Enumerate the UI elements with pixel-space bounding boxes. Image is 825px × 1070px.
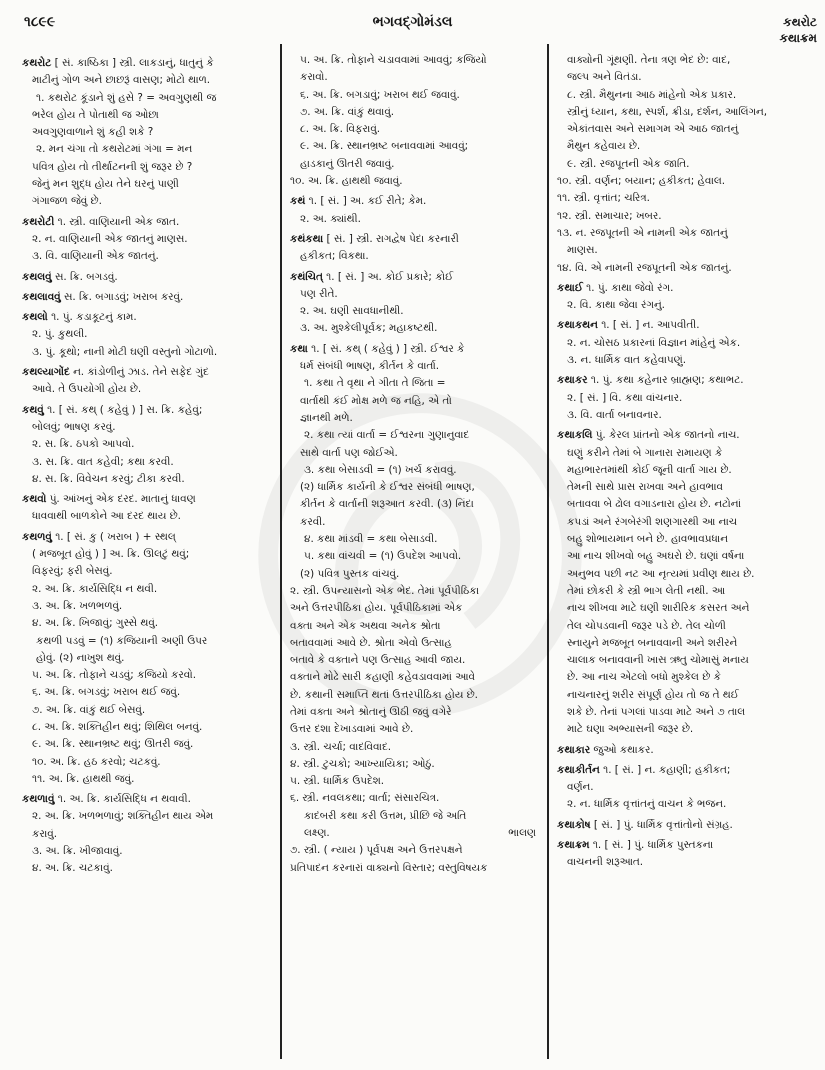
headword: કથાકોષ <box>557 818 591 831</box>
definition-line: ગંગાજળ જેવું છે. <box>32 195 102 208</box>
definition-line: ૫. સ્ત્રી. ધાર્મિક ઉપદેશ. <box>290 775 385 788</box>
definition-line: ૧૪. વિ. એ નામની રજપૂતની એક જાતનું. <box>557 261 732 274</box>
definition-line: વર્ણન. <box>567 781 594 794</box>
definition-line: બતાવવામાં આવે છે. શ્રોતા એવો ઉત્સાહ <box>290 636 452 649</box>
definition-line: અને ઉત્તરપીઠિકા હોય. પૂર્વપીઠિકામાં એક <box>290 602 463 615</box>
sense-line: ૯. સ્ત્રી. રજપૂતની એક જાતિ. <box>567 157 690 170</box>
definition-line: ૨. કથા ત્યાં વાર્તા = ઈશ્વરના ગુણાનુવાદ <box>304 429 470 442</box>
dictionary-entry-headline <box>22 309 268 326</box>
definition-line: સ્નાયુને મજબૂત બનાવવાની અને શરીરને <box>567 636 738 649</box>
headword: કથળવું <box>22 530 52 543</box>
definition-line: ધાવવાથી બાળકોને આ દરદ થાય છે. <box>32 510 181 523</box>
sense-line: ૨. ન. ચોસઠ પ્રકારનાં વિજ્ઞાન માંહેનું એક. <box>567 336 741 349</box>
headword: કથલો <box>22 311 48 324</box>
headword: કથાઈ <box>557 281 583 294</box>
sense-line: ૮. અ. ક્રિ. વિફરાવું. <box>300 123 381 136</box>
headword: કથલાવવું <box>22 290 61 303</box>
book-title: ભગવદ્ગોમંડલ <box>372 14 453 30</box>
definition-line: સ્ત્રીનું ધ્યાન, કથા, સ્પર્શ, ક્રીડા, દર્શન, આલિંગન, <box>567 105 768 118</box>
headword: કથંચિત્ <box>290 270 323 283</box>
dictionary-entry-headline <box>22 214 268 231</box>
definition-line: માટે ઘણા અભ્યાસની જરૂર છે. <box>567 723 694 736</box>
definition-line: ઉત્તર દશા દેખાડવામાં આવે છે. <box>290 723 414 736</box>
definition-line: ધર્મ સંબંધી ભાષણ, કીર્તન કે વાર્તા. <box>300 360 440 373</box>
sense-line: ૩. અ. મુશ્કેલીપૂર્વક; મહાકષ્ટથી. <box>300 322 438 335</box>
definition-line: ભરેલ હોય તે પોતાથી જ ઓછા <box>32 108 159 121</box>
definition-line: કથળી પડવું = (૧) કજિયાની અણી ઉપર <box>36 634 208 647</box>
definition-line: તેમની સાથે પ્રાસ રાખવા અને હાવભાવ <box>567 481 724 494</box>
definition-text: ૧. [ સં. ] અ. કઈ રીતે; કેમ. <box>305 195 427 208</box>
definition-text: ૧. [ સં. ] પું. ધાર્મિક પુસ્તકના <box>589 839 714 852</box>
definition-line: ( મજબૂત હોવું ) ] અ. ક્રિ. ઊલટું થવું; <box>32 548 190 561</box>
definition-line: (૨) ધાર્મિક કાર્યની કે ઈશ્વર સંબંધી ભાષણ, <box>300 481 475 494</box>
definition-line: છે. કથાની સમાપ્તિ થતાં ઉત્તરપીઠિકા હોય છે. <box>290 688 478 701</box>
definition-line: વક્તા અને એક અથવા અનેક શ્રોતા <box>290 619 441 632</box>
definition-line: ૪. કથા માંડવી = કથા બેસાડવી. <box>304 533 438 546</box>
definition-line: ૫. કથા વાંચવી = (૧) ઉપદેશ આપવો. <box>304 550 462 563</box>
page-header <box>0 6 825 52</box>
definition-line: ૨. સ્ત્રી. ઉપન્યાસનો એક ભેદ. તેમાં પૂર્વપીઠિકા <box>290 584 480 597</box>
definition-text: પું. આંખનું એક દરદ. માતાનું ધાવણ <box>46 493 196 506</box>
definition-line: ૩. કથા બેસાડવી = (૧) ખર્ચ કરાવવું. <box>304 463 457 476</box>
definition-line: ઘણું કરીને તેમાં બે ગાનારા રામાયણ કે <box>567 446 723 459</box>
sense-line: કરાવું. <box>32 827 58 840</box>
quotation-line <box>290 825 536 842</box>
sense-line: ૨. [ સં. ] વિ. કથા વાંચનાર. <box>567 391 683 404</box>
definition-line: મૈથુન કહેવાય છે. <box>567 140 641 153</box>
headword: કથા <box>290 342 308 355</box>
definition-line: કપડાં અને રંગબેરંગી શણગારથી આ નાચ <box>567 515 738 528</box>
definition-line: ૭. સ્ત્રી. ( ન્યાય ) પૂર્વપક્ષ અને ઉત્તરપક્ષને <box>290 844 463 857</box>
sense-line: ૯. અ. ક્રિ. સ્થાનભ્રષ્ટ બનાવવામાં આવવું; <box>300 140 469 153</box>
definition-line: ૩. સ્ત્રી. ચર્ચા; વાદવિવાદ. <box>290 740 392 753</box>
definition-line: તેમાં છોકરી કે સ્ત્રી ભાગ લેતી નથી. આ <box>567 584 726 597</box>
sense-line: ૪. સ. ક્રિ. વિવેચન કરવું; ટીકા કરવી. <box>32 472 185 485</box>
definition-line: પવિત્ર હોય તો તીર્થાટનની શું જરૂર છે ? <box>32 160 193 173</box>
dictionary-entry-headline <box>22 529 268 546</box>
sense-line: કરાવો. <box>300 71 328 84</box>
sense-line: ૧૧. અ. ક્રિ. હાથથી જવું. <box>32 772 135 785</box>
column-divider <box>280 44 282 1059</box>
definition-line: પણ રીતે. <box>300 287 338 300</box>
sense-line: ૩. સ. ક્રિ. વાત કહેવી; કથા કરવી. <box>32 455 174 468</box>
definition-line: કરવી. <box>300 515 326 528</box>
headword: કથં <box>290 195 306 208</box>
definition-text: ૧. [ સં. કથ્ ( કહેવું ) ] સ્ત્રી. ઈશ્વર કે <box>307 342 465 355</box>
definition-line: અનુભવ પછી નટ આ નૃત્યમાં પ્રવીણ થાય છે. <box>567 567 755 580</box>
quotation-text: લક્ષ્ણ. <box>304 827 330 840</box>
quotation-attribution: ભાલણ <box>508 827 536 840</box>
sense-line: ૨. સ. ક્રિ. ઠપકો આપવો. <box>32 438 135 451</box>
sense-line: ૬. અ. ક્રિ. બગડવું; ખરાબ થઈ જવું. <box>32 686 181 699</box>
dictionary-entry-headline <box>557 317 817 334</box>
definition-text: ૧. [ સં. ] અ. કોઈ પ્રકારે; કોઈ <box>322 270 454 283</box>
sense-line: ૩. વિ. વાણિયાની એક જાતનું. <box>32 250 159 263</box>
definition-text: સ. ક્રિ. બગાડવું; ખરાબ કરવું. <box>60 290 184 303</box>
sense-line: ૨. વિ. કાથા જેવા રંગનું. <box>567 299 665 312</box>
headword: કથાકાર <box>557 743 591 756</box>
definition-text: ૧. પું. કડાકૂટનું કામ. <box>47 311 137 324</box>
column-divider <box>547 44 549 1059</box>
dictionary-entry-headline <box>22 364 268 381</box>
headword: કથાકીર્તન <box>557 763 600 776</box>
sense-line: ૨. ન. ધાર્મિક વૃત્તાંતનું વાચન કે ભજન. <box>567 798 727 811</box>
headword: કથવું <box>22 403 44 416</box>
dictionary-entry-headline <box>557 817 817 834</box>
definition-line: ૧૦. સ્ત્રી. વર્ણન; બયાન; હકીકત; હેવાલ. <box>557 175 726 188</box>
definition-line: વાક્યોની ગૂંથણી. તેના ત્રણ ભેદ છે: વાદ, <box>567 54 731 66</box>
headword: કથાકલિ <box>557 429 593 442</box>
sense-line: ૩. અ. ક્રિ. ખળભળવું. <box>32 599 123 612</box>
definition-line: ૧૨. સ્ત્રી. સમાચાર; ખબર. <box>557 209 662 222</box>
guide-word-last: કથાક્રમ <box>779 31 817 45</box>
sense-line: ૭. અ. ક્રિ. વાંકું થવાવું. <box>300 105 395 118</box>
dictionary-entry-headline <box>557 742 817 759</box>
headword: કથવો <box>22 493 47 506</box>
headword: કથાકથન <box>557 319 598 332</box>
definition-line: વાચનની શરૂઆત. <box>567 856 644 869</box>
dictionary-entry-headline <box>290 231 536 248</box>
dictionary-entry-headline <box>22 791 268 808</box>
sense-line: ૬. અ. ક્રિ. બગડાવું; ખરાબ થઈ જવાવું. <box>300 88 460 101</box>
definition-line: વાર્તાથી કંઈ મોક્ષ મળે જ નહિ, એ તો <box>300 394 452 407</box>
definition-line: સાથે વાર્તા પણ જોઈએ. <box>300 446 398 459</box>
definition-line: ચાલાક બનાવવાની ખાસ ઋતુ ચોમાસું મનાય <box>567 654 749 667</box>
definition-line: ૬. સ્ત્રી. નવલકથા; વાર્તા; સંસારચિત્ર. <box>290 792 440 805</box>
sense-line: ૨. પું. કુથલી. <box>32 328 88 341</box>
sense-line: ૨. અ. ક્રિ. ખળભળાવું; શક્તિહીન થાય એમ <box>32 810 214 823</box>
headword: કથલ્યાગોંદ <box>22 366 70 379</box>
definition-line: અવગુણવાળાને શું કહી શકે ? <box>32 126 154 139</box>
definition-line: ૨. મન ચંગા તો કથરોટમાં ગંગા = મન <box>36 143 193 156</box>
sense-line: હાડકાનું ઊતરી જવાવું. <box>300 157 395 170</box>
definition-text: ન. કાંડોળીનું ઝાડ. તેને સફેદ ગુંદ <box>69 366 209 379</box>
dictionary-entry-headline <box>557 837 817 854</box>
headword: કથરોટી <box>22 215 55 228</box>
definition-text: [ સં. ] સ્ત્રી. રાગદ્વેષ પેદા કરનારી <box>323 232 459 245</box>
dictionary-entry-headline <box>22 269 268 286</box>
definition-text: ૧. [ સં. કુ ( ખરાબ ) + સ્થલ્ <box>51 530 176 543</box>
sense-line: ૨. અ. ક્યાંથી. <box>300 212 361 225</box>
headword: કથળાવું <box>22 793 55 806</box>
definition-line: એકાંતવાસ અને સમાગમ એ આઠ જાતનું <box>567 123 739 136</box>
definition-line: ૪. સ્ત્રી. ટુચકો; આખ્યાયિકા; ઓઠું. <box>290 757 435 770</box>
definition-line: બતાવવા બે ઢોલ વગાડનારા હોય છે. નટોનાં <box>567 498 742 511</box>
sense-line: ૧૦. અ. ક્રિ. હઠ કરવો; ચટકવું. <box>32 755 161 768</box>
definition-text: જુઓ કથાકર. <box>590 743 654 756</box>
definition-text: [ સં. કાષ્ઠિકા ] સ્ત્રી. લાકડાનું, ધાતુનું કે <box>51 57 214 69</box>
definition-text: ૧. પું. કથા કહેનાર બ્રાહ્મણ; કથાભટ. <box>587 374 744 387</box>
headword: કથંકથા <box>290 232 324 245</box>
dictionary-entry-headline <box>557 427 817 444</box>
column-3 <box>557 52 817 1062</box>
definition-line: તેમાં વક્તા અને શ્રોતાનું ઊઠી જવું વગેરે <box>290 705 452 718</box>
definition-line: પ્રતિપાદન કરનારાં વાક્યનો વિસ્તાર; વસ્તુવિષયક <box>290 861 488 874</box>
sense-line: ૪. અ. ક્રિ. ચટકાવું. <box>32 862 113 875</box>
definition-line: બતાવે કે વક્તાને પણ ઉત્સાહ આવી જાય. <box>290 654 466 667</box>
sense-line: ૩. વિ. વાર્તા બનાવનાર. <box>567 408 662 421</box>
definition-line: નાચ શીખવા માટે ઘણી શારીરિક કસરત અને <box>567 602 750 615</box>
sense-line: ૨. ન. વાણિયાની એક જાતનું માણસ. <box>32 232 188 245</box>
headword: કથાક્રમ <box>557 839 590 852</box>
definition-text: ૧. [ સં. કથ્ ( કહેવું ) ] સ. ક્રિ. કહેવું; <box>43 403 203 416</box>
definition-line: ૧. કથા તે વૃથા ને ગીતા તે જિતા = <box>304 377 446 390</box>
sense-line: ૫. અ. ક્રિ. તોફાને ચડાવવામાં આવવું; કજિયો <box>300 54 487 66</box>
dictionary-entry-headline <box>290 193 536 210</box>
definition-line: ૧. કથરોટ કૂંડાને શું હસે ? = અવગુણથી જ <box>36 91 217 104</box>
dictionary-entry-headline <box>22 55 268 72</box>
page-number: ૧૮૯૯ <box>24 14 56 30</box>
definition-line: જલ્પ અને વિતંડા. <box>567 71 642 84</box>
guide-word-first: કથરોટ <box>783 15 817 29</box>
definition-line: આવે. તે ઉપયોગી હોય છે. <box>32 383 142 396</box>
definition-text: ૧. અ. ક્રિ. કાર્યસિદ્ધિ ન થવાવી. <box>54 793 191 806</box>
sense-line: ૪. અ. ક્રિ. ખિજાવું; ગુસ્સે થવું. <box>32 617 159 630</box>
definition-line: ૧૩. ન. રજપૂતની એ નામની એક જાતનું <box>557 226 728 239</box>
definition-text: પું. કેરલ પ્રાંતનો એક જાતનો નાચ. <box>592 429 740 442</box>
definition-line: (૨) પવિત્ર પુસ્તક વાંચવું. <box>300 567 400 580</box>
sense-line: ૨. અ. ઘણી સાવધાનીથી. <box>300 305 404 318</box>
dictionary-entry-headline <box>290 341 536 358</box>
dictionary-entry-headline <box>22 491 268 508</box>
sense-line: ૯. અ. ક્રિ. સ્થાનભ્રષ્ટ થવું; ઊતરી જવું. <box>32 738 194 751</box>
definition-text: ૧. સ્ત્રી. વાણિયાની એક જાત. <box>54 215 180 228</box>
column-2 <box>290 52 536 1062</box>
definition-line: ૧૧. સ્ત્રી. વૃત્તાંત; ચરિત્ર. <box>557 192 650 205</box>
definition-line: વક્તાને મોઢે સારી કહાણી કહેવડાવવામાં આવે <box>290 671 475 684</box>
sense-line: ૮. સ્ત્રી. મૈથુનના આઠ માંહેનો એક પ્રકાર. <box>567 88 737 101</box>
sense-line: ૭. અ. ક્રિ. વાંકું થઈ બેસવું. <box>32 703 146 716</box>
definition-line: નાચનારનું શરીર સંપૂર્ણ હોય તો જ તે થઈ <box>567 688 739 701</box>
definition-line: શકે છે. તેનાં પગલાં પાડવા માટે અને ૭ તાલ <box>567 705 746 718</box>
definition-line: આ નાચ શીખવો બહુ અઘરો છે. ઘણાં વર્ષના <box>567 550 745 563</box>
definition-line: બહુ શોભાયમાન બને છે. હાવભાવપ્રધાન <box>567 533 728 546</box>
sense-line: ૩. ન. ધાર્મિક વાત કહેવાપણું. <box>567 354 687 367</box>
definition-line: માણસ. <box>567 244 598 257</box>
headword: કથરોટ <box>22 57 52 69</box>
sense-line: ૫. અ. ક્રિ. તોફાને ચડવું; કજિયો કરવો. <box>32 669 197 682</box>
dictionary-entry-headline <box>557 762 817 779</box>
definition-line: કીર્તન કે વાર્તાની શરૂઆત કરવી. (૩) નિંદા <box>300 498 474 511</box>
dictionary-entry-headline <box>557 372 817 389</box>
definition-line: હોવું. (૨) નાખુશ થવું. <box>36 651 125 664</box>
definition-line: છે. આ નાચ એટલો બધો મુશ્કેલ છે કે <box>567 671 721 684</box>
definition-line: બોલવું; ભાષણ કરવું. <box>32 420 116 433</box>
definition-line: ૧૦. અ. ક્રિ. હાથથી જવાવું. <box>290 175 403 188</box>
definition-text: [ સં. ] પું. ધાર્મિક વૃત્તાંતોનો સંગ્રહ. <box>590 818 733 831</box>
definition-text: ૧. [ સં. ] ન. કહાણી; હકીકત; <box>599 763 731 776</box>
definition-line: જેનું મન શુદ્ધ હોય તેને ઘરનું પાણી <box>32 178 179 191</box>
definition-line: વિફરવું; ફરી બેસવું. <box>32 565 113 578</box>
definition-line: માટીનું ગોળ અને છાછરૂં વાસણ; મોટો થાળ. <box>32 74 211 87</box>
definition-text: સ. ક્રિ. બગડવું. <box>51 270 118 283</box>
dictionary-columns <box>0 52 825 1064</box>
definition-line: તેલ ચોપડવાની જરૂર પડે છે. તેલ ચોળી <box>567 619 726 632</box>
definition-line: મહાભારતમાંથી કોઈ જૂની વાર્તા ગાય છે. <box>567 463 732 476</box>
column-1 <box>22 52 268 1062</box>
headword: કથલવું <box>22 270 52 283</box>
definition-line: જ્ઞાનથી મળે. <box>300 411 353 424</box>
dictionary-entry-headline <box>22 402 268 419</box>
sense-line: ૩. પું. કૂથો; નાની મોટી ઘણી વસ્તુનો ગોટાળો. <box>32 345 218 358</box>
definition-line: કાદંબરી કથા કરી ઉત્તમ, પ્રીછિ જે અતિ <box>304 809 467 822</box>
sense-line: ૮. અ. ક્રિ. શક્તિહીન થવું; શિથિલ બનવું. <box>32 720 203 733</box>
dictionary-entry-headline <box>557 280 817 297</box>
dictionary-entry-headline <box>22 289 268 306</box>
definition-line: હકીકત; વિકથા. <box>300 250 369 263</box>
headword: કથાકર <box>557 374 588 387</box>
dictionary-entry-headline <box>290 269 536 286</box>
sense-line: ૨. અ. ક્રિ. કાર્યસિદ્ધિ ન થવી. <box>32 582 158 595</box>
definition-text: ૧. [ સં. ] ન. આપવીતી. <box>597 319 700 332</box>
definition-text: ૧. પું. કાથા જેવો રંગ. <box>582 281 674 294</box>
sense-line: ૩. અ. ક્રિ. ખીજાવાવું. <box>32 845 123 858</box>
guide-words <box>779 14 817 46</box>
